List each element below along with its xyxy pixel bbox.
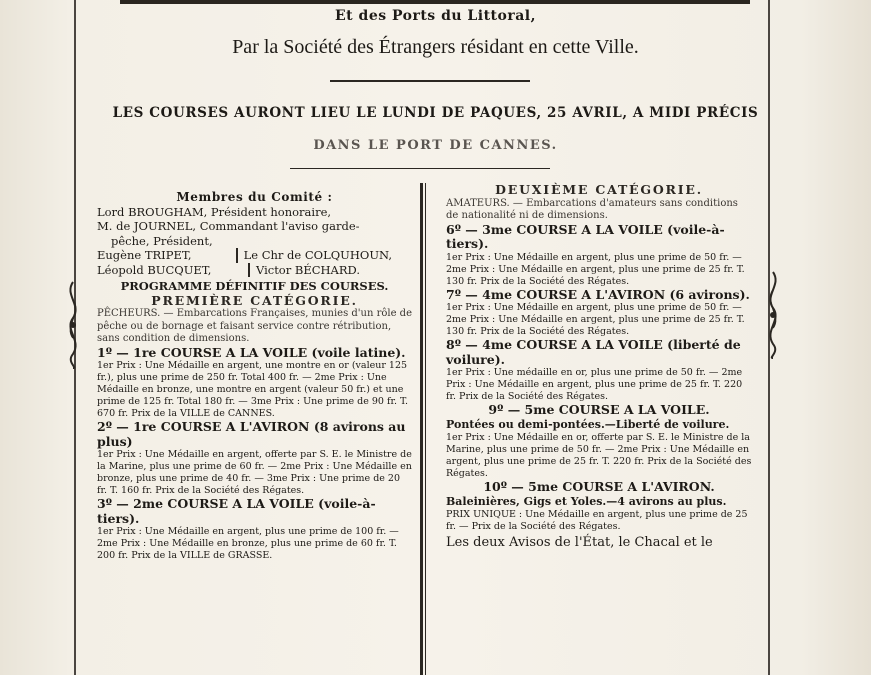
committee-member: Le Chr de COLQUHOUN, — [236, 248, 392, 263]
column-divider — [420, 183, 423, 675]
closing-line: Les deux Avisos de l'État, le Chacal et le — [446, 535, 713, 550]
right-column — [446, 183, 752, 551]
event-title: 1º — 1re COURSE A LA VOILE (voile latine). — [97, 344, 406, 360]
header-line-port: DANS LE PORT DE CANNES. — [313, 138, 558, 153]
event-prizes: 1er Prix : Une médaille en or, plus une prime de 50 fr. — 2me Prix : Une Médaille en argent, plus une prime de 25 fr. T. 220 fr. Prix de la Société des Régates. — [446, 367, 743, 402]
event-prizes: 1er Prix : Une Médaille en argent, une montre en or (valeur 125 fr.), plus une prime de 250 fr. Total 400 fr. — 2me Prix : Une Médaille en bronze, une montre en argent (valeur 50 fr.) et une prime de 125 fr. Total 180 fr. — 3me Prix : Une prime de 90 fr. T. 670 fr. Prix de la VILLE de CANNES. — [97, 360, 409, 419]
category-title: PREMIÈRE CATÉGORIE. — [151, 292, 358, 308]
committee-member: Léopold BUCQUET, — [97, 262, 212, 277]
event-subtitle: Baleinières, Gigs et Yoles.—4 avirons au plus. — [446, 494, 727, 508]
event-title: 2º — 1re COURSE A L'AVIRON (8 avirons au plus) — [97, 419, 406, 449]
event-title: 8º — 4me COURSE A LA VOILE (liberté de voilure). — [446, 337, 741, 367]
event-prizes: 1er Prix : Une Médaille en argent, offerte par S. E. le Ministre de la Marine, plus une prime de 60 fr. — 2me Prix : Une Médaille en bronze, plus une prime de 40 fr. — 3me Prix : Une prime de 20 fr. T. 160 fr. Prix de la Société des Régates. — [97, 449, 412, 496]
column-divider-thin — [425, 183, 426, 675]
event-prizes: PRIX UNIQUE : Une Médaille en argent, plus une prime de 25 fr. — Prix de la Société des Régates. — [446, 509, 748, 532]
programme-title: PROGRAMME DÉFINITIF DES COURSES. — [120, 279, 389, 293]
category-title: DEUXIÈME CATÉGORIE. — [495, 182, 703, 197]
category-description: AMATEURS. — Embarcations d'amateurs sans conditions de nationalité ni de dimensions. — [446, 197, 738, 221]
committee-member: Eugène TRIPET, — [97, 248, 192, 262]
top-border — [120, 0, 750, 4]
event-title: 9º — 5me COURSE A LA VOILE. — [488, 402, 710, 417]
event-prizes: 1er Prix : Une Médaille en argent, plus une prime de 50 fr. — 2me Prix : Une Médaille en argent, plus une prime de 25 fr. T. 130 fr. Prix de la Société des Régates. — [446, 251, 745, 287]
category-description: PÊCHEURS. — Embarcations Françaises, munies d'un rôle de pêche ou de bornage et faisant service contre rétribution, sans condition de dimensions. — [97, 308, 412, 344]
header-line-societe: Par la Société des Étrangers résidant en cette Ville. — [232, 36, 639, 58]
header-separator-2 — [290, 168, 550, 169]
header-line-ports: Et des Ports du Littoral, — [335, 8, 536, 24]
committee-member: M. de JOURNEL, Commandant l'aviso garde- — [97, 219, 360, 233]
committee-member: Lord BROUGHAM, Président honoraire, — [97, 204, 332, 219]
committee-member: pêche, Président, — [111, 233, 213, 248]
right-ornament-icon — [760, 270, 786, 360]
event-title: 7º — 4me COURSE A L'AVIRON (6 avirons). — [446, 286, 750, 302]
event-prizes: 1er Prix : Une Médaille en or, offerte par S. E. le Ministre de la Marine, plus une prime de 50 fr. — 2me Prix : Une Médaille en argent, plus une prime de 25 fr. T. 220 fr. Prix de la Société des Régates. — [446, 432, 752, 479]
header-line-courses-date: LES COURSES AURONT LIEU LE LUNDI DE PAQUES, 25 AVRIL, A MIDI PRÉCIS — [112, 105, 759, 121]
event-subtitle: Pontées ou demi-pontées.—Liberté de voilure. — [446, 417, 730, 431]
left-column — [97, 190, 412, 562]
left-ornament-icon — [60, 280, 86, 370]
event-title: 10º — 5me COURSE A L'AVIRON. — [483, 479, 715, 494]
committee-member: Victor BÉCHARD. — [248, 263, 392, 278]
event-title: 3º — 2me COURSE A LA VOILE (voile-à-tiers). — [97, 496, 376, 526]
header-separator — [330, 80, 530, 82]
event-prizes: 1er Prix : Une Médaille en argent, plus une prime de 50 fr. — 2me Prix : Une Médaille en argent, plus une prime de 25 fr. T. 130 fr. Prix de la Société des Régates. — [446, 302, 745, 337]
committee-title: Membres du Comité : — [176, 190, 333, 204]
event-title: 6º — 3me COURSE A LA VOILE (voile-à-tiers). — [446, 221, 725, 251]
event-prizes: 1er Prix : Une Médaille en argent, plus une prime de 100 fr. — 2me Prix : Une Médaille en bronze, plus une prime de 60 fr. T. 200 fr. Prix de la VILLE de GRASSE. — [97, 526, 399, 561]
